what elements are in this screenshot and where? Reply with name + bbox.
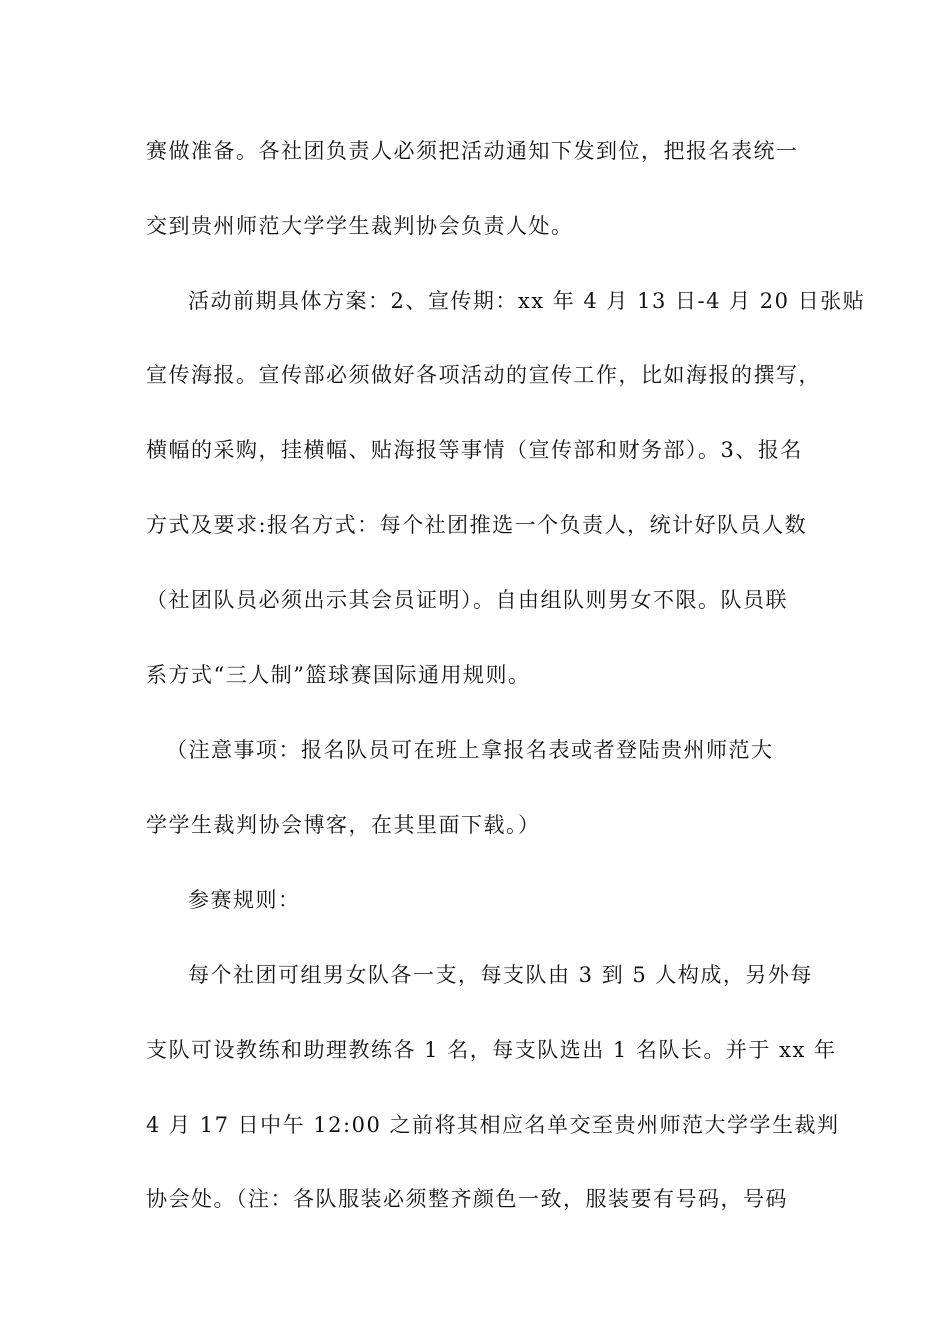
text-line: 系方式“三人制”篮球赛国际通用规则。 bbox=[146, 663, 531, 687]
section-heading: 参赛规则： bbox=[188, 888, 301, 912]
text-line: （社团队员必须出示其会员证明）。自由组队则男女不限。队员联 bbox=[146, 588, 788, 612]
text-line: 协会处。（注：各队服装必须整齐颜色一致，服装要有号码，号码 bbox=[146, 1187, 788, 1211]
text-line: 赛做准备。各社团负责人必须把活动通知下发到位，把报名表统一 bbox=[146, 139, 799, 163]
text-line: 4 月 17 日中午 12:00 之前将其相应名单交至贵州师范大学学生裁判 bbox=[146, 1113, 840, 1137]
text-line: 每个社团可组男女队各一支，每支队由 3 到 5 人构成，另外每 bbox=[188, 963, 813, 987]
text-line: 交到贵州师范大学学生裁判协会负责人处。 bbox=[146, 214, 574, 238]
text-line: （注意事项：报名队员可在班上拿报名表或者登陆贵州师范大 bbox=[166, 738, 774, 762]
text-line: 横幅的采购，挂横幅、贴海报等事情（宣传部和财务部）。3、报名 bbox=[146, 438, 803, 462]
text-line: 方式及要求:报名方式：每个社团推选一个负责人，统计好队员人数 bbox=[146, 513, 808, 537]
text-line: 宣传海报。宣传部必须做好各项活动的宣传工作，比如海报的撰写， bbox=[146, 363, 821, 387]
text-line: 活动前期具体方案：2、宣传期：xx 年 4 月 13 日-4 月 20 日张贴 bbox=[188, 289, 866, 313]
text-line: 支队可设教练和助理教练各 1 名，每支队选出 1 名队长。并于 xx 年 bbox=[146, 1038, 837, 1062]
text-line: 学学生裁判协会博客，在其里面下载。） bbox=[146, 813, 541, 837]
